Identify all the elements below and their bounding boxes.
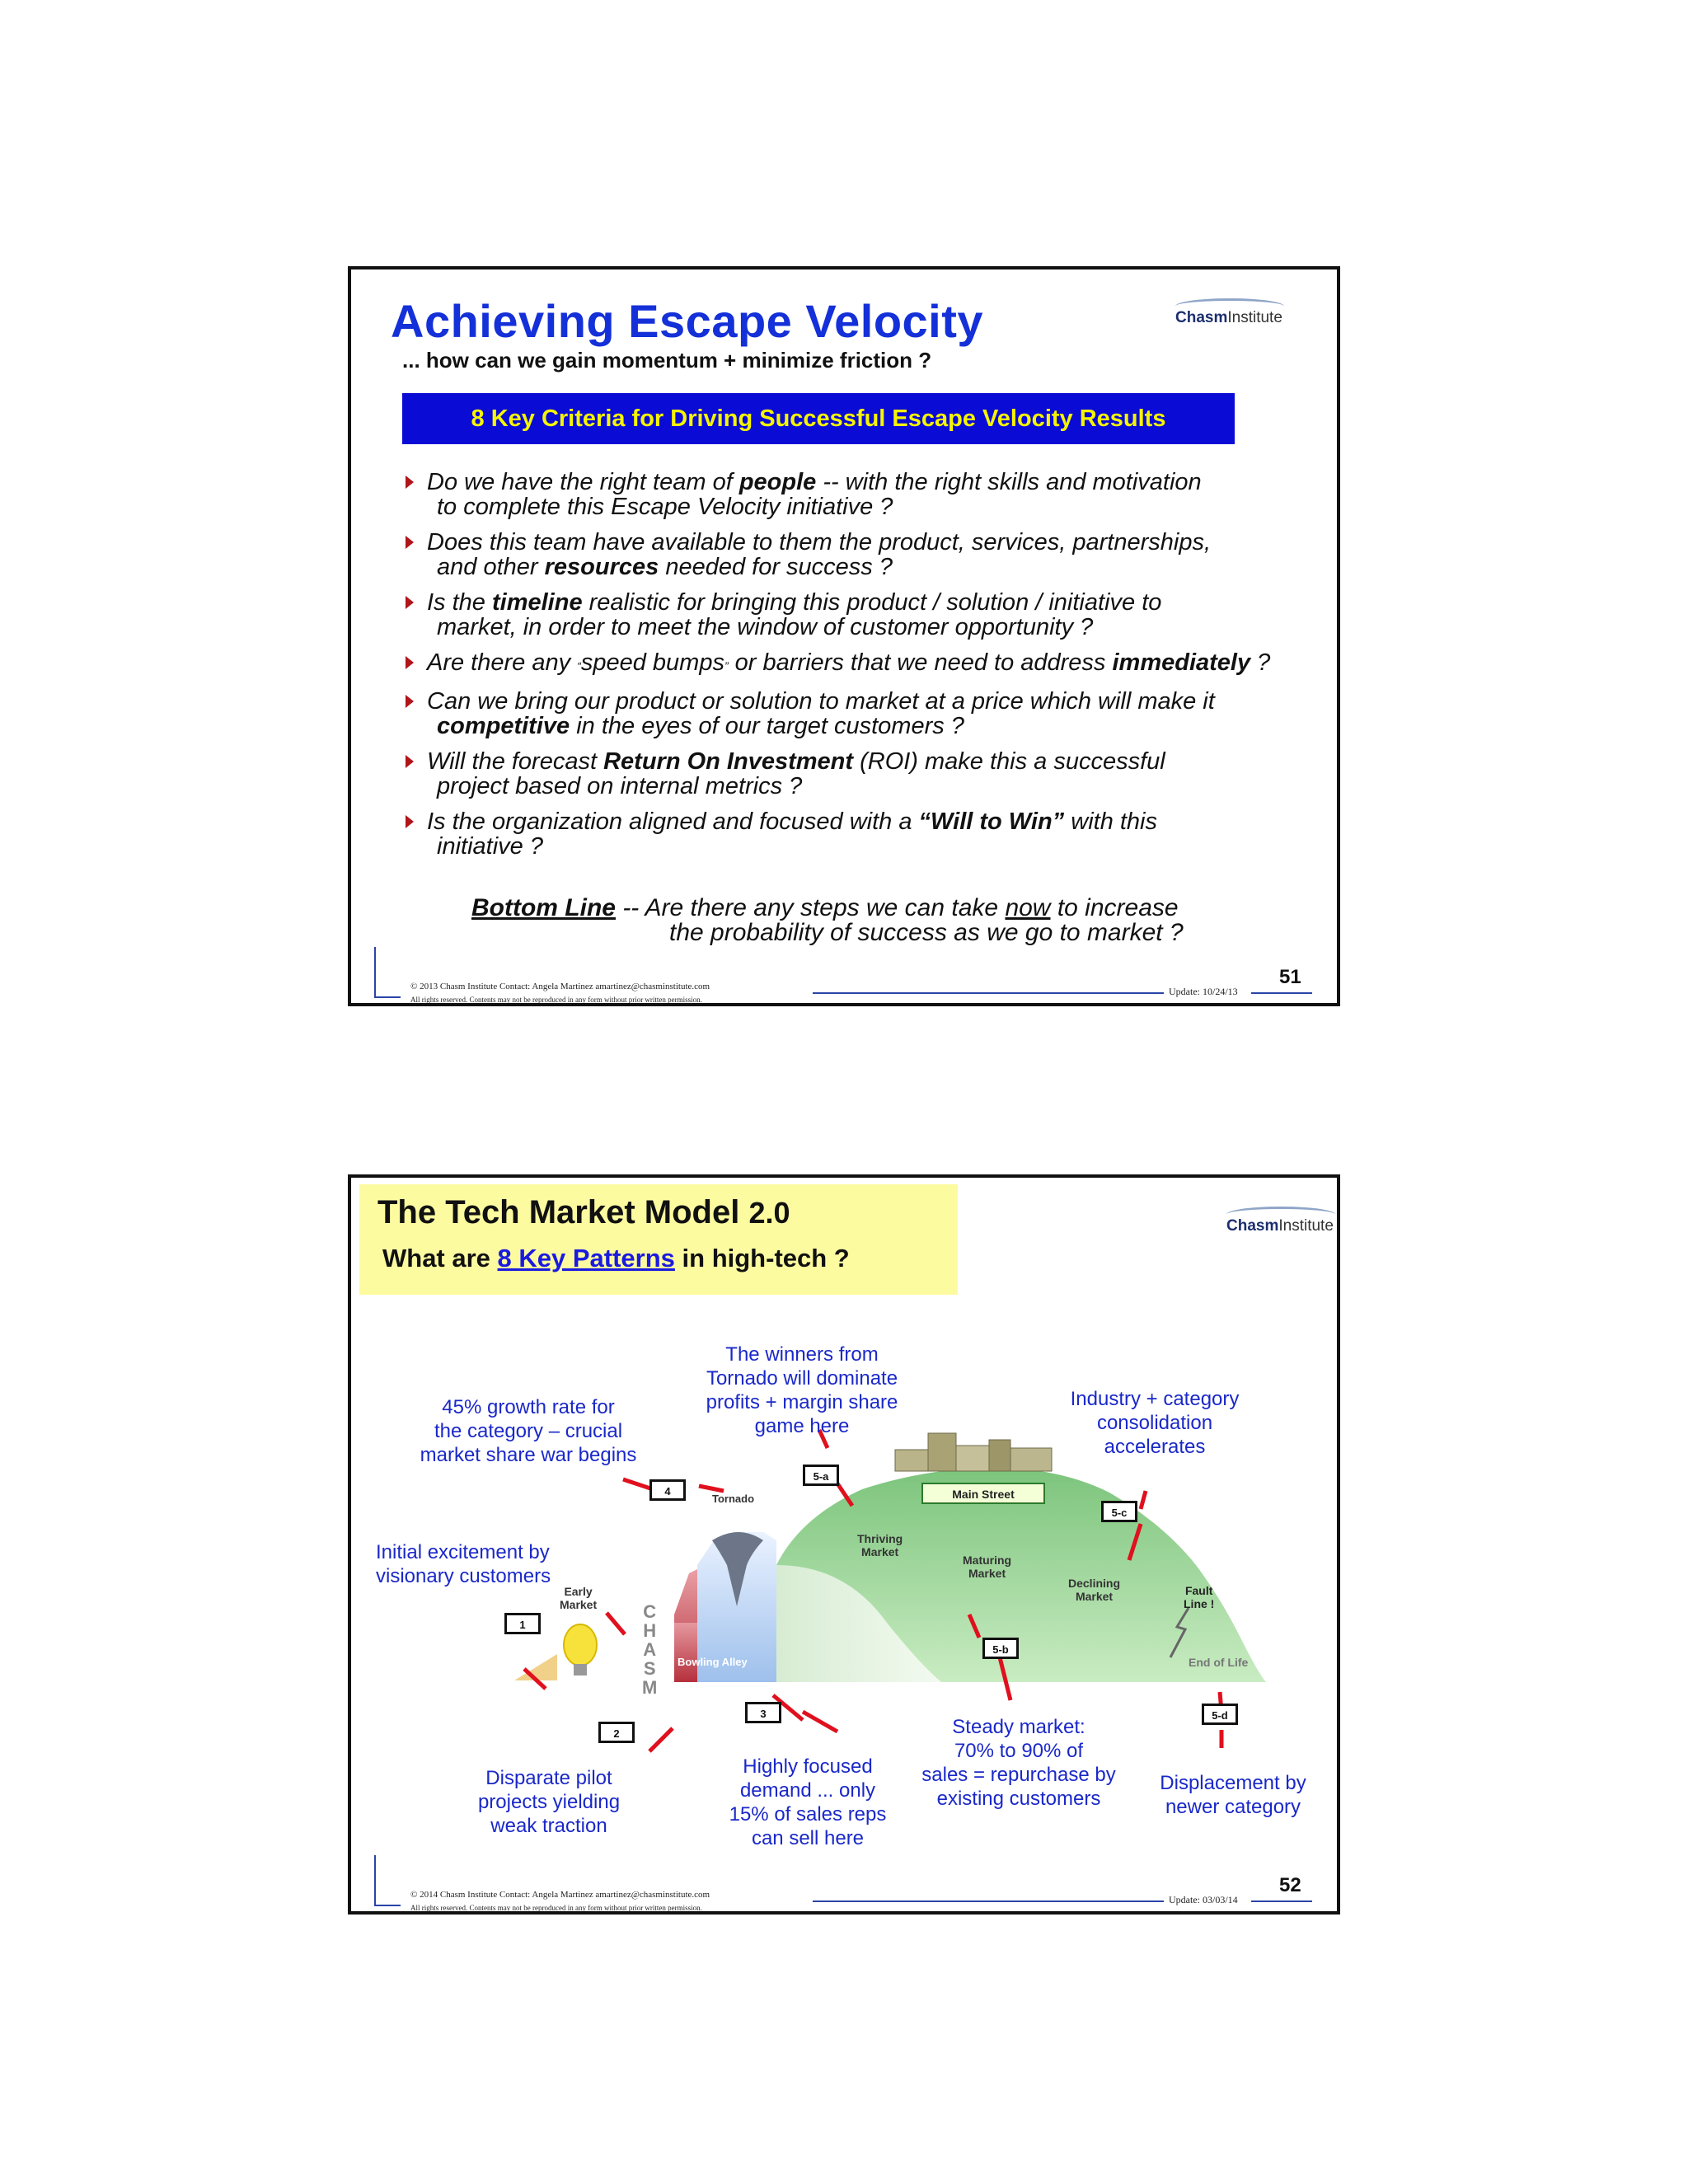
chasm-institute-logo xyxy=(1175,309,1282,327)
bullet-text: Can we bring our product or solution to market at a price which will make it xyxy=(427,688,1215,715)
bullet-triangle-icon xyxy=(406,656,414,669)
label-line: Maturing xyxy=(963,1554,1012,1567)
criteria-banner: 8 Key Criteria for Driving Successful Escape Velocity Results xyxy=(402,393,1235,444)
list-item xyxy=(402,530,1309,579)
maturing-market-label xyxy=(963,1554,1011,1580)
callout-line: Industry + category xyxy=(1070,1388,1240,1410)
callout-line: 15% of sales reps xyxy=(729,1803,887,1825)
bullet-text: -- with the right skills and motivation xyxy=(816,469,1202,495)
chasm-letter: C xyxy=(643,1601,657,1622)
chasm-label xyxy=(642,1602,657,1697)
light-bulb-icon xyxy=(564,1624,597,1666)
subtitle-text: What are xyxy=(382,1244,498,1272)
chasm-letter: H xyxy=(643,1620,657,1641)
list-item xyxy=(402,749,1309,799)
list-item xyxy=(402,809,1309,859)
chasm-letter: A xyxy=(643,1639,657,1660)
bottom-line-now: now xyxy=(1005,894,1051,921)
marker-2: 2 xyxy=(598,1722,635,1743)
label-line: Fault xyxy=(1184,1584,1213,1597)
marker-3: 3 xyxy=(745,1702,781,1723)
bullet-text: Do we have the right team of xyxy=(427,469,739,495)
callout-line: Steady market: xyxy=(952,1716,1085,1738)
thriving-market-label xyxy=(857,1532,903,1558)
label-line: Market xyxy=(560,1598,598,1611)
callout-line: game here xyxy=(754,1415,850,1437)
footer-rule xyxy=(1251,992,1312,994)
callout-line: profits + margin share xyxy=(706,1391,898,1413)
bullet-continuation: initiative ? xyxy=(437,833,543,860)
list-item xyxy=(402,650,1309,678)
footer-update-date: Update: 03/03/14 xyxy=(1169,1894,1238,1905)
bullet-text: or barriers that we need to address xyxy=(728,649,1113,676)
footer-update-date: Update: 10/24/13 xyxy=(1169,986,1238,997)
callout-line: 45% growth rate for xyxy=(442,1396,615,1418)
page-number: 51 xyxy=(1279,966,1301,988)
slide-subtitle: ... how can we gain momentum + minimize friction ? xyxy=(402,348,932,373)
fault-line-label xyxy=(1184,1584,1214,1610)
bullet-emphasis: timeline xyxy=(492,589,583,616)
callout-line: demand ... only xyxy=(739,1779,876,1802)
marker-5d: 5-d xyxy=(1202,1704,1238,1725)
callout-line: the category – crucial xyxy=(434,1420,623,1442)
bullet-triangle-icon xyxy=(406,755,414,768)
bullet-emphasis: people xyxy=(738,469,817,495)
callout-line: consolidation xyxy=(1096,1412,1213,1434)
callout-line: existing customers xyxy=(936,1788,1101,1810)
callout-line: projects yielding xyxy=(477,1791,621,1813)
marker-5a: 5-a xyxy=(803,1465,839,1486)
declining-market-label xyxy=(1068,1577,1120,1603)
bullet-text: Is the xyxy=(427,589,492,616)
bullet-continuation: market, in order to meet the window of customer opportunity ? xyxy=(437,614,1094,640)
main-street-buildings-icon xyxy=(895,1433,1052,1471)
list-item xyxy=(402,590,1309,640)
bullet-emphasis: competitive xyxy=(437,713,570,739)
title-text: The Tech Market Model xyxy=(377,1194,749,1230)
bottom-line-text: to increase xyxy=(1050,894,1179,921)
callout-steady-market xyxy=(912,1715,1126,1811)
bullet-text: with this xyxy=(1064,808,1158,835)
key-patterns-link[interactable]: 8 Key Patterns xyxy=(497,1244,675,1272)
early-market-wedge xyxy=(514,1654,557,1680)
bullet-text: Are there any xyxy=(427,649,578,676)
bullet-continuation xyxy=(427,555,1309,579)
main-street-label: Main Street xyxy=(921,1483,1045,1504)
callout-line: newer category xyxy=(1165,1796,1301,1818)
label-line: Market xyxy=(861,1545,899,1558)
end-of-life-label: End of Life xyxy=(1189,1656,1249,1669)
footer-line: All rights reserved. Contents may not be reproduced in any form without prior written permission. xyxy=(410,1904,702,1912)
bullet-triangle-icon xyxy=(406,695,414,708)
callout-line: Disparate pilot xyxy=(485,1767,612,1789)
chasm-letter: M xyxy=(642,1677,658,1698)
bullet-text: realistic for bringing this product / solution / initiative to xyxy=(582,589,1162,616)
callout-line: market share war begins xyxy=(420,1444,637,1466)
label-line: Market xyxy=(968,1567,1006,1580)
callout-line: Highly focused xyxy=(743,1755,873,1778)
bullet-triangle-icon xyxy=(406,536,414,549)
marker-1: 1 xyxy=(504,1613,541,1634)
bullet-text: Will the forecast xyxy=(427,748,604,775)
quote-mark: ” xyxy=(724,659,729,673)
list-item xyxy=(402,689,1309,738)
label-line: Line ! xyxy=(1184,1597,1215,1610)
footer-line: All rights reserved. Contents may not be reproduced in any form without prior written permission. xyxy=(410,996,702,1004)
logo-text: Institute xyxy=(1227,309,1282,326)
callout-line: can sell here xyxy=(751,1827,865,1849)
footer-copyright xyxy=(410,1888,710,1915)
bullet-emphasis: resources xyxy=(544,554,659,580)
slide-escape-velocity xyxy=(348,266,1340,1006)
bottom-line xyxy=(471,896,1184,945)
criteria-list xyxy=(402,470,1309,869)
bullet-emphasis: immediately xyxy=(1112,649,1251,676)
bullet-triangle-icon xyxy=(406,476,414,489)
bottom-line-lead: Bottom Line xyxy=(471,894,616,921)
bullet-text: (ROI) make this a successful xyxy=(853,748,1165,775)
tornado-label: Tornado xyxy=(712,1493,755,1505)
label-line: Market xyxy=(1075,1590,1114,1603)
quote-mark: “ xyxy=(577,659,581,673)
callout-line: visionary customers xyxy=(376,1565,551,1587)
callout-growth-rate xyxy=(409,1395,648,1467)
callout-initial-excitement xyxy=(376,1540,574,1588)
footer-rule xyxy=(813,1900,1164,1902)
logo-bold-text: Chasm xyxy=(1175,309,1228,326)
callout-tornado-winners xyxy=(682,1343,921,1438)
subtitle-text: in high-tech ? xyxy=(674,1244,850,1272)
marker-5c: 5-c xyxy=(1101,1501,1137,1522)
bullet-emphasis: Return On Investment xyxy=(603,748,854,775)
title-version: 2.0 xyxy=(748,1196,790,1230)
bullet-continuation: project based on internal metrics ? xyxy=(437,773,803,799)
footer-copyright xyxy=(410,980,710,1006)
bullet-text: and other xyxy=(437,554,545,580)
bowling-alley-label: Bowling Alley xyxy=(678,1656,748,1668)
callout-line: weak traction xyxy=(490,1815,607,1837)
callout-line: Initial excitement by xyxy=(376,1541,550,1563)
bullet-text: speed bumps xyxy=(580,649,724,676)
bottom-line-text: the probability of success as we go to market ? xyxy=(669,919,1184,946)
chasm-letter: S xyxy=(643,1658,656,1679)
bullet-text: Is the organization aligned and focused with a xyxy=(427,808,919,835)
footer-rule xyxy=(1251,1900,1312,1902)
footer-line: © 2014 Chasm Institute Contact: Angela Martinez amartinez@chasminstitute.com xyxy=(410,1890,710,1900)
bullet-text: ? xyxy=(1250,649,1271,676)
label-line: Early xyxy=(564,1585,593,1598)
callout-line: Displacement by xyxy=(1160,1772,1306,1794)
label-line: Thriving xyxy=(857,1532,903,1545)
bullet-triangle-icon xyxy=(406,596,414,609)
bullet-text: in the eyes of our target customers ? xyxy=(570,713,964,739)
logo-arc-icon xyxy=(1175,298,1284,314)
callout-line: Tornado will dominate xyxy=(706,1367,898,1390)
footer-line: © 2013 Chasm Institute Contact: Angela Martinez amartinez@chasminstitute.com xyxy=(410,982,710,991)
callout-pilot-projects xyxy=(458,1766,640,1838)
marker-5b: 5-b xyxy=(982,1638,1019,1659)
early-market-label xyxy=(560,1585,597,1611)
bullet-text: needed for success ? xyxy=(659,554,893,580)
bullet-text: Does this team have available to them the product, services, partnerships, xyxy=(427,529,1212,555)
footer-corner-bracket xyxy=(374,1855,401,1906)
callout-displacement xyxy=(1142,1771,1324,1819)
slide-tech-market-model xyxy=(348,1174,1340,1915)
page-number: 52 xyxy=(1279,1874,1301,1896)
callout-consolidation xyxy=(1052,1387,1258,1459)
label-line: Declining xyxy=(1068,1577,1121,1590)
logo-text: Institute xyxy=(1278,1217,1334,1235)
bullet-continuation: to complete this Escape Velocity initiative ? xyxy=(437,494,893,520)
bullet-continuation xyxy=(427,714,1309,738)
callout-line: 70% to 90% of xyxy=(954,1740,1084,1762)
list-item xyxy=(402,470,1309,519)
callout-line: accelerates xyxy=(1104,1436,1206,1458)
callout-line: The winners from xyxy=(725,1343,879,1366)
slide-title: Achieving Escape Velocity xyxy=(391,295,984,347)
marker-4: 4 xyxy=(649,1479,686,1501)
callout-focused-demand xyxy=(710,1755,905,1850)
logo-bold-text: Chasm xyxy=(1226,1217,1279,1235)
footer-rule xyxy=(813,992,1164,994)
bottom-line-text: -- Are there any steps we can take xyxy=(615,894,1006,921)
bullet-triangle-icon xyxy=(406,815,414,828)
footer-corner-bracket xyxy=(374,947,401,998)
callout-line: sales = repurchase by xyxy=(921,1764,1116,1786)
bullet-emphasis: “Will to Win” xyxy=(918,808,1065,835)
